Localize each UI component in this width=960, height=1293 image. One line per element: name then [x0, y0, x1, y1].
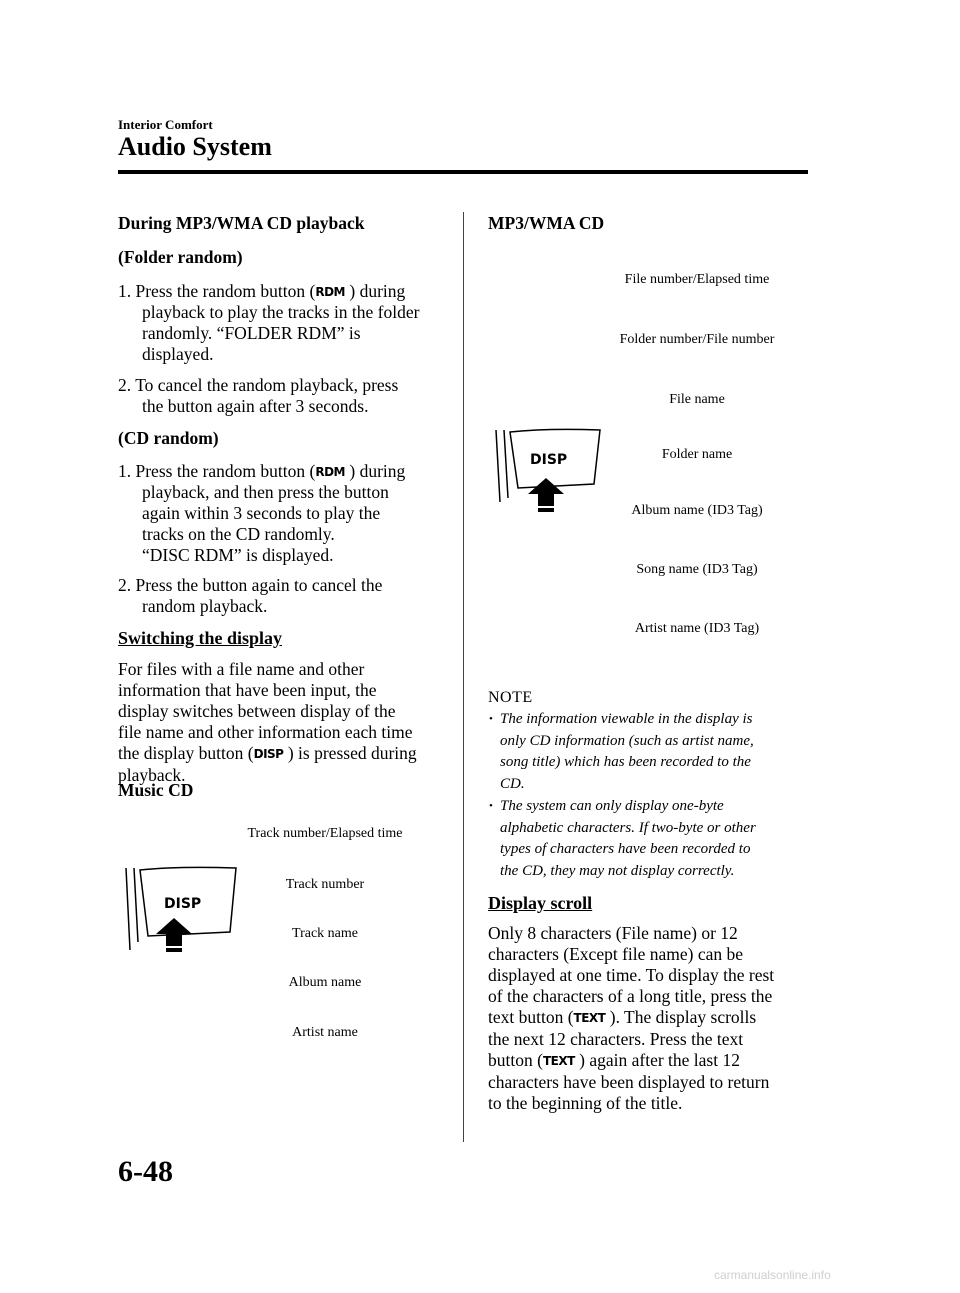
- paragraph-line: [118, 743, 440, 765]
- note-line: song title) which has been recorded to the: [500, 754, 751, 770]
- paragraph-line: [488, 1007, 810, 1029]
- paragraph-line: information that have been input, the: [118, 680, 377, 700]
- paragraph-line: the next 12 characters. Press the text: [488, 1029, 744, 1049]
- step-text: ) during: [349, 281, 406, 301]
- note-item-2: [500, 796, 820, 882]
- note-title: NOTE: [488, 689, 533, 706]
- column-divider: [463, 212, 464, 1142]
- step-number: 2.: [118, 575, 132, 595]
- rdm-button-icon: RDM: [315, 465, 345, 479]
- folder-random-step-1: [118, 281, 440, 303]
- line-text: text button (: [488, 1007, 574, 1027]
- display-scroll-paragraph: [488, 923, 810, 1114]
- cd-random-step-1-line: “DISC RDM” is displayed.: [142, 545, 334, 565]
- folder-random-step-2-line: the button again after 3 seconds.: [142, 396, 369, 416]
- disp-button-icon: DISP: [253, 747, 284, 761]
- music-label-track-number: Track number: [285, 877, 365, 892]
- disp-button-label: DISP: [164, 896, 202, 912]
- folder-random-step-1-line: randomly. “FOLDER RDM” is: [142, 323, 361, 343]
- step-text: To cancel the random playback, press: [135, 375, 399, 395]
- section-label: Interior Comfort: [118, 117, 213, 132]
- text-button-icon: TEXT: [542, 1054, 575, 1068]
- step-text: Press the random button (: [135, 281, 316, 301]
- paragraph-line: Only 8 characters (File name) or 12: [488, 923, 738, 943]
- cd-random-step-1-line: again within 3 seconds to play the: [142, 503, 381, 523]
- step-number: 1.: [118, 461, 132, 481]
- switching-display-paragraph: [118, 659, 440, 786]
- music-label-track-elapsed: Track number/Elapsed time: [247, 826, 403, 841]
- cd-random-step-2: [118, 575, 440, 596]
- mp3-label-song-name: Song name (ID3 Tag): [636, 562, 758, 577]
- disp-button-label: DISP: [530, 452, 568, 468]
- music-label-album-name: Album name: [288, 975, 362, 990]
- cd-random-step-1-line: playback, and then press the button: [142, 482, 389, 502]
- folder-random-step-1-line: displayed.: [142, 344, 214, 364]
- paragraph-line: playback.: [118, 765, 186, 785]
- music-label-artist-name: Artist name: [292, 1025, 358, 1040]
- step-text: Press the button again to cancel the: [135, 575, 383, 595]
- note-item-1: [500, 709, 820, 795]
- mp3-label-folder-name: Folder name: [661, 447, 733, 462]
- note-bullet: •: [489, 800, 493, 812]
- page-title: Audio System: [118, 132, 272, 161]
- paragraph-line: [488, 1050, 810, 1072]
- paragraph-line: to the beginning of the title.: [488, 1093, 683, 1113]
- mp3-label-album-name: Album name (ID3 Tag): [631, 503, 763, 518]
- note-line: the CD, they may not display correctly.: [500, 862, 735, 879]
- page-number: 6-48: [118, 1155, 173, 1188]
- music-cd-heading: Music CD: [118, 780, 194, 800]
- mp3-wma-heading: MP3/WMA CD: [488, 213, 605, 233]
- step-number: 1.: [118, 281, 132, 301]
- paragraph-line: file name and other information each time: [118, 722, 413, 742]
- line-text: ). The display scrolls: [609, 1007, 757, 1027]
- mp3-label-artist-name: Artist name (ID3 Tag): [634, 621, 760, 636]
- folder-random-heading: (Folder random): [118, 247, 243, 267]
- note-line: types of characters have been recorded to: [500, 841, 751, 857]
- line-text: ) again after the last 12: [579, 1050, 740, 1070]
- paragraph-line: characters have been displayed to return: [488, 1072, 770, 1092]
- cd-random-step-1-line: tracks on the CD randomly.: [142, 524, 335, 544]
- paragraph-line: characters (Except file name) can be: [488, 944, 744, 964]
- step-text: Press the random button (: [135, 461, 316, 481]
- cd-random-step-1: [118, 461, 440, 483]
- cd-random-step-2-line: random playback.: [142, 596, 268, 616]
- mp3-label-file-elapsed: File number/Elapsed time: [624, 272, 770, 287]
- line-text: the display button (: [118, 743, 254, 763]
- step-number: 2.: [118, 375, 132, 395]
- title-divider: [118, 170, 808, 174]
- mp3-label-file-name: File name: [669, 392, 725, 407]
- step-text: ) during: [349, 461, 406, 481]
- line-text: button (: [488, 1050, 543, 1070]
- mp3-playback-heading: During MP3/WMA CD playback: [118, 213, 365, 233]
- music-label-track-name: Track name: [292, 926, 358, 941]
- paragraph-line: For files with a file name and other: [118, 659, 365, 679]
- note-line: The system can only display one-byte: [500, 798, 724, 814]
- note-bullet: •: [489, 713, 493, 725]
- mp3-label-folder-file: Folder number/File number: [619, 332, 775, 347]
- note-line: The information viewable in the display is: [500, 711, 753, 727]
- switching-display-heading: Switching the display: [118, 628, 283, 648]
- text-button-icon: TEXT: [573, 1011, 606, 1025]
- paragraph-line: displayed at one time. To display the rest: [488, 965, 775, 985]
- display-scroll-heading: Display scroll: [488, 893, 593, 913]
- note-line: alphabetic characters. If two-byte or other: [500, 819, 756, 836]
- cd-random-heading: (CD random): [118, 428, 219, 448]
- folder-random-step-1-line: playback to play the tracks in the folder: [142, 302, 420, 322]
- folder-random-step-2: [118, 375, 440, 396]
- line-text: ) is pressed during: [287, 743, 417, 763]
- rdm-button-icon: RDM: [315, 285, 345, 299]
- note-line: CD.: [500, 775, 525, 792]
- paragraph-line: of the characters of a long title, press the: [488, 986, 773, 1006]
- note-line: only CD information (such as artist name,: [500, 732, 754, 749]
- paragraph-line: display switches between display of the: [118, 701, 396, 721]
- watermark: carmanualsonline.info: [714, 1268, 831, 1282]
